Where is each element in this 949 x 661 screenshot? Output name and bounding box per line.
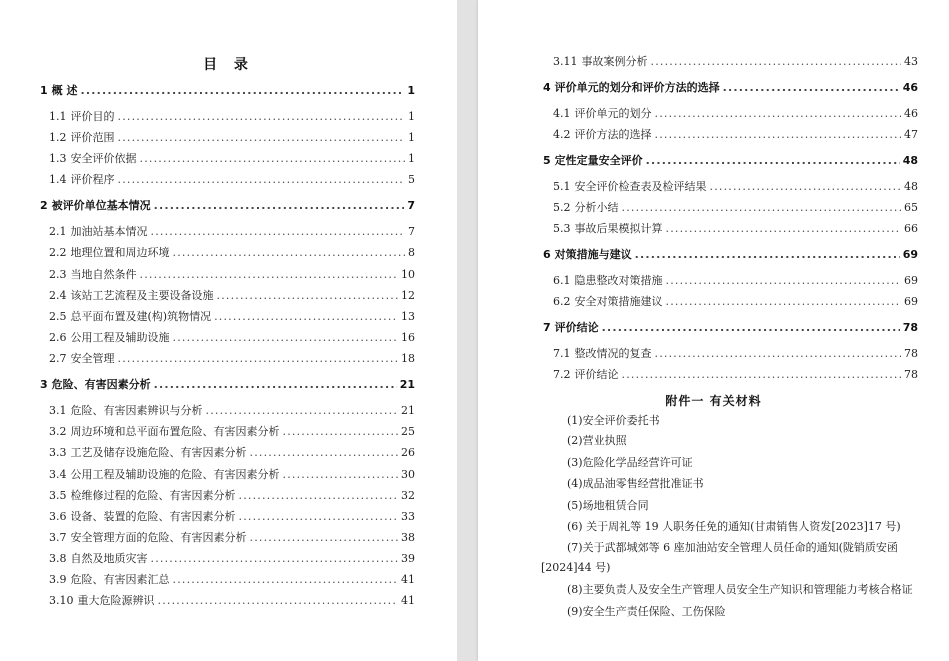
toc-entry-text: 公用工程及辅助设施的危险、有害因素分析: [70, 468, 280, 481]
toc-entry-page: 32: [401, 489, 415, 502]
toc-entry-text: 安全管理方面的危险、有害因素分析: [70, 531, 247, 544]
toc-section-entry[interactable]: [553, 127, 918, 143]
toc-entry-number: 4.1: [553, 107, 571, 120]
toc-entry-text: 设备、装置的危险、有害因素分析: [70, 510, 236, 523]
toc-leader-dots: [118, 172, 406, 188]
toc-section-entry[interactable]: [553, 367, 918, 383]
toc-leader-dots: [217, 288, 399, 304]
toc-entry-text: 定性定量安全评价: [554, 154, 643, 167]
toc-entry-number: 3.3: [49, 446, 67, 459]
toc-section-entry[interactable]: [49, 224, 415, 240]
toc-entry-text: 危险、有害因素汇总: [70, 573, 170, 586]
toc-section-entry[interactable]: [49, 288, 415, 304]
toc-entry-number: 3.4: [49, 468, 67, 481]
attachment-item: (2)营业执照: [567, 434, 627, 447]
attachment-item: (1)安全评价委托书: [567, 414, 660, 427]
toc-entry-number: 3.2: [49, 425, 67, 438]
toc-entry-page: 1: [407, 84, 415, 97]
attachment-item: (6) 关于周礼等 19 人职务任免的通知(甘肃销售人资发[2023]17 号): [567, 520, 901, 533]
toc-leader-dots: [214, 309, 398, 325]
toc-entry-number: 1.3: [49, 152, 67, 165]
toc-chapter-entry[interactable]: [40, 377, 415, 393]
toc-entry-page: 69: [902, 248, 918, 261]
toc-leader-dots: [173, 245, 406, 261]
toc-entry-number: 3: [40, 378, 48, 391]
toc-entry-page: 7: [408, 225, 415, 238]
toc-entry-text: 评价结论: [574, 368, 619, 381]
toc-leader-dots: [655, 346, 902, 362]
toc-entry-page: 66: [904, 222, 918, 235]
toc-entry-page: 69: [904, 274, 918, 287]
toc-entry-page: 26: [401, 446, 415, 459]
toc-entry-text: 危险、有害因素分析: [51, 378, 151, 391]
toc-entry-page: 47: [904, 128, 918, 141]
toc-section-entry[interactable]: [49, 509, 415, 525]
toc-entry-number: 6: [543, 248, 551, 261]
toc-entry-text: 事故后果模拟计算: [574, 222, 663, 235]
toc-section-entry[interactable]: [553, 179, 918, 195]
toc-entry-page: 69: [904, 295, 918, 308]
toc-entry-number: 1.1: [49, 110, 67, 123]
toc-entry-page: 13: [401, 310, 415, 323]
toc-leader-dots: [118, 351, 399, 367]
page-gap: [457, 0, 478, 661]
toc-entry-page: 41: [401, 594, 415, 607]
toc-entry-number: 6.1: [553, 274, 571, 287]
toc-section-entry[interactable]: [49, 151, 415, 167]
toc-entry-page: 18: [401, 352, 415, 365]
toc-entry-text: 周边环境和总平面布置危险、有害因素分析: [70, 425, 280, 438]
toc-section-entry[interactable]: [49, 330, 415, 346]
toc-leader-dots: [140, 151, 406, 167]
toc-entry-number: 6.2: [553, 295, 571, 308]
toc-leader-dots: [140, 267, 399, 283]
toc-entry-number: 3.5: [49, 489, 67, 502]
toc-entry-page: 21: [401, 404, 415, 417]
toc-leader-dots: [723, 80, 900, 96]
toc-leader-dots: [250, 445, 399, 461]
toc-entry-text: 安全评价依据: [70, 152, 137, 165]
toc-entry-page: 46: [902, 81, 918, 94]
toc-section-entry[interactable]: [49, 488, 415, 504]
toc-entry-number: 3.10: [49, 594, 74, 607]
toc-section-entry[interactable]: [553, 273, 918, 289]
toc-entry-number: 5.1: [553, 180, 571, 193]
toc-section-entry[interactable]: [553, 221, 918, 237]
toc-entry-page: 8: [408, 246, 415, 259]
toc-section-entry[interactable]: [49, 572, 415, 588]
toc-section-entry[interactable]: [553, 294, 918, 310]
toc-entry-number: 5.3: [553, 222, 571, 235]
toc-entry-number: 5.2: [553, 201, 571, 214]
toc-entry-number: 2.7: [49, 352, 67, 365]
toc-entry-text: 工艺及储存设施危险、有害因素分析: [70, 446, 247, 459]
toc-entry-number: 7: [543, 321, 551, 334]
toc-entry-page: 33: [401, 510, 415, 523]
toc-leader-dots: [154, 198, 405, 214]
toc-entry-page: 16: [401, 331, 415, 344]
toc-section-entry[interactable]: [49, 530, 415, 546]
toc-section-entry[interactable]: [49, 445, 415, 461]
toc-entry-page: 38: [401, 531, 415, 544]
toc-leader-dots: [622, 200, 902, 216]
toc-leader-dots: [81, 83, 405, 99]
toc-entry-text: 重大危险源辨识: [77, 594, 155, 607]
toc-entry-page: 7: [407, 199, 415, 212]
toc-entry-page: 48: [902, 154, 918, 167]
toc-leader-dots: [666, 294, 902, 310]
toc-entry-page: 43: [904, 55, 918, 68]
toc-entry-text: 地理位置和周边环境: [70, 246, 170, 259]
toc-entry-text: 评价程序: [70, 173, 115, 186]
toc-section-entry[interactable]: [49, 267, 415, 283]
toc-entry-number: 2.3: [49, 268, 67, 281]
toc-leader-dots: [666, 273, 902, 289]
toc-entry-text: 评价结论: [554, 321, 599, 334]
toc-entry-page: 21: [399, 378, 415, 391]
toc-leader-dots: [154, 377, 397, 393]
toc-leader-dots: [239, 488, 399, 504]
toc-section-entry[interactable]: [49, 130, 415, 146]
toc-entry-page: 65: [904, 201, 918, 214]
toc-leader-dots: [655, 106, 902, 122]
toc-section-entry[interactable]: [49, 245, 415, 261]
toc-entry-page: 30: [401, 468, 415, 481]
attachment-item: [2024]44 号): [541, 561, 611, 574]
toc-leader-dots: [635, 247, 900, 263]
toc-entry-text: 公用工程及辅助设施: [70, 331, 170, 344]
toc-entry-text: 整改情况的复查: [574, 347, 652, 360]
toc-entry-number: 4.2: [553, 128, 571, 141]
toc-leader-dots: [173, 572, 399, 588]
toc-entry-page: 48: [904, 180, 918, 193]
toc-chapter-entry[interactable]: [40, 198, 415, 214]
toc-leader-dots: [173, 330, 399, 346]
toc-entry-page: 41: [401, 573, 415, 586]
toc-leader-dots: [646, 153, 900, 169]
toc-chapter-entry[interactable]: [543, 320, 918, 336]
attachment-item: (8)主要负责人及安全生产管理人员安全生产知识和管理能力考核合格证: [567, 583, 913, 596]
toc-entry-number: 1.2: [49, 131, 67, 144]
toc-section-entry[interactable]: [49, 309, 415, 325]
appendix-title: 附件一 有关材料: [665, 394, 762, 408]
toc-leader-dots: [151, 224, 406, 240]
toc-entry-number: 3.9: [49, 573, 67, 586]
toc-entry-number: 7.2: [553, 368, 571, 381]
toc-entry-page: 78: [904, 368, 918, 381]
toc-entry-page: 25: [401, 425, 415, 438]
toc-entry-page: 39: [401, 552, 415, 565]
toc-entry-number: 3.1: [49, 404, 67, 417]
toc-chapter-entry[interactable]: [40, 83, 415, 99]
toc-entry-number: 2.2: [49, 246, 67, 259]
toc-entry-text: 自然及地质灾害: [70, 552, 148, 565]
toc-entry-page: 78: [902, 321, 918, 334]
toc-entry-text: 危险、有害因素辨识与分析: [70, 404, 203, 417]
toc-entry-text: 评价范围: [70, 131, 115, 144]
toc-leader-dots: [158, 593, 399, 609]
toc-entry-text: 对策措施与建议: [554, 248, 632, 261]
toc-entry-text: 该站工艺流程及主要设备设施: [70, 289, 214, 302]
toc-entry-number: 3.7: [49, 531, 67, 544]
toc-entry-number: 2.5: [49, 310, 67, 323]
toc-entry-number: 2.1: [49, 225, 67, 238]
toc-entry-text: 安全评价检查表及检评结果: [574, 180, 707, 193]
toc-section-entry[interactable]: [49, 551, 415, 567]
toc-entry-page: 10: [401, 268, 415, 281]
toc-entry-number: 2.6: [49, 331, 67, 344]
toc-entry-page: 46: [904, 107, 918, 120]
toc-leader-dots: [283, 467, 399, 483]
toc-section-entry[interactable]: [49, 351, 415, 367]
toc-entry-text: 安全管理: [70, 352, 115, 365]
toc-entry-number: 3.6: [49, 510, 67, 523]
toc-entry-page: 1: [408, 110, 415, 123]
toc-entry-text: 分析小结: [574, 201, 619, 214]
toc-leader-dots: [651, 54, 902, 70]
toc-entry-number: 7.1: [553, 347, 571, 360]
toc-section-entry[interactable]: [49, 424, 415, 440]
toc-chapter-entry[interactable]: [543, 80, 918, 96]
toc-section-entry[interactable]: [553, 346, 918, 362]
toc-section-entry[interactable]: [49, 467, 415, 483]
toc-entry-number: 1.4: [49, 173, 67, 186]
attachment-item: (9)安全生产责任保险、工伤保险: [567, 605, 726, 618]
toc-entry-text: 总平面布置及建(构)筑物情况: [70, 310, 212, 323]
toc-leader-dots: [118, 130, 406, 146]
toc-entry-text: 隐患整改对策措施: [574, 274, 663, 287]
toc-entry-text: 当地自然条件: [70, 268, 137, 281]
toc-entry-text: 加油站基本情况: [70, 225, 148, 238]
toc-entry-text: 评价单元的划分: [574, 107, 652, 120]
toc-leader-dots: [622, 367, 902, 383]
toc-entry-number: 1: [40, 84, 48, 97]
attachment-item: (4)成品油零售经营批准证书: [567, 477, 704, 490]
toc-title: 目 录: [203, 57, 254, 73]
toc-leader-dots: [602, 320, 900, 336]
toc-entry-page: 1: [408, 131, 415, 144]
toc-leader-dots: [239, 509, 399, 525]
toc-section-entry[interactable]: [49, 403, 415, 419]
toc-entry-page: 5: [408, 173, 415, 186]
toc-entry-text: 评价方法的选择: [574, 128, 652, 141]
toc-section-entry[interactable]: [49, 593, 415, 609]
attachment-item: (5)场地租赁合同: [567, 499, 649, 512]
attachment-item: (7)关于武都城郊等 6 座加油站安全管理人员任命的通知(陇销质安函: [567, 541, 898, 554]
toc-entry-number: 4: [543, 81, 551, 94]
toc-leader-dots: [151, 551, 399, 567]
toc-entry-page: 78: [904, 347, 918, 360]
attachment-item: (3)危险化学品经营许可证: [567, 456, 693, 469]
toc-entry-number: 2.4: [49, 289, 67, 302]
toc-chapter-entry[interactable]: [543, 247, 918, 263]
toc-entry-page: 12: [401, 289, 415, 302]
toc-leader-dots: [118, 109, 406, 125]
toc-entry-text: 检维修过程的危险、有害因素分析: [70, 489, 236, 502]
toc-leader-dots: [283, 424, 399, 440]
toc-entry-number: 2: [40, 199, 48, 212]
toc-entry-number: 3.11: [553, 55, 578, 68]
toc-entry-text: 事故案例分析: [581, 55, 648, 68]
toc-entry-number: 3.8: [49, 552, 67, 565]
toc-entry-text: 安全对策措施建议: [574, 295, 663, 308]
toc-section-entry[interactable]: [553, 54, 918, 70]
toc-entry-number: 5: [543, 154, 551, 167]
toc-entry-text: 概 述: [51, 84, 78, 97]
toc-leader-dots: [206, 403, 399, 419]
toc-entry-text: 评价单元的划分和评价方法的选择: [554, 81, 720, 94]
toc-leader-dots: [655, 127, 902, 143]
toc-leader-dots: [666, 221, 902, 237]
toc-leader-dots: [250, 530, 399, 546]
toc-leader-dots: [710, 179, 902, 195]
toc-section-entry[interactable]: [553, 200, 918, 216]
toc-section-entry[interactable]: [49, 172, 415, 188]
toc-chapter-entry[interactable]: [543, 153, 918, 169]
toc-section-entry[interactable]: [553, 106, 918, 122]
toc-entry-text: 被评价单位基本情况: [51, 199, 151, 212]
toc-section-entry[interactable]: [49, 109, 415, 125]
toc-entry-text: 评价目的: [70, 110, 115, 123]
toc-entry-page: 1: [408, 152, 415, 165]
